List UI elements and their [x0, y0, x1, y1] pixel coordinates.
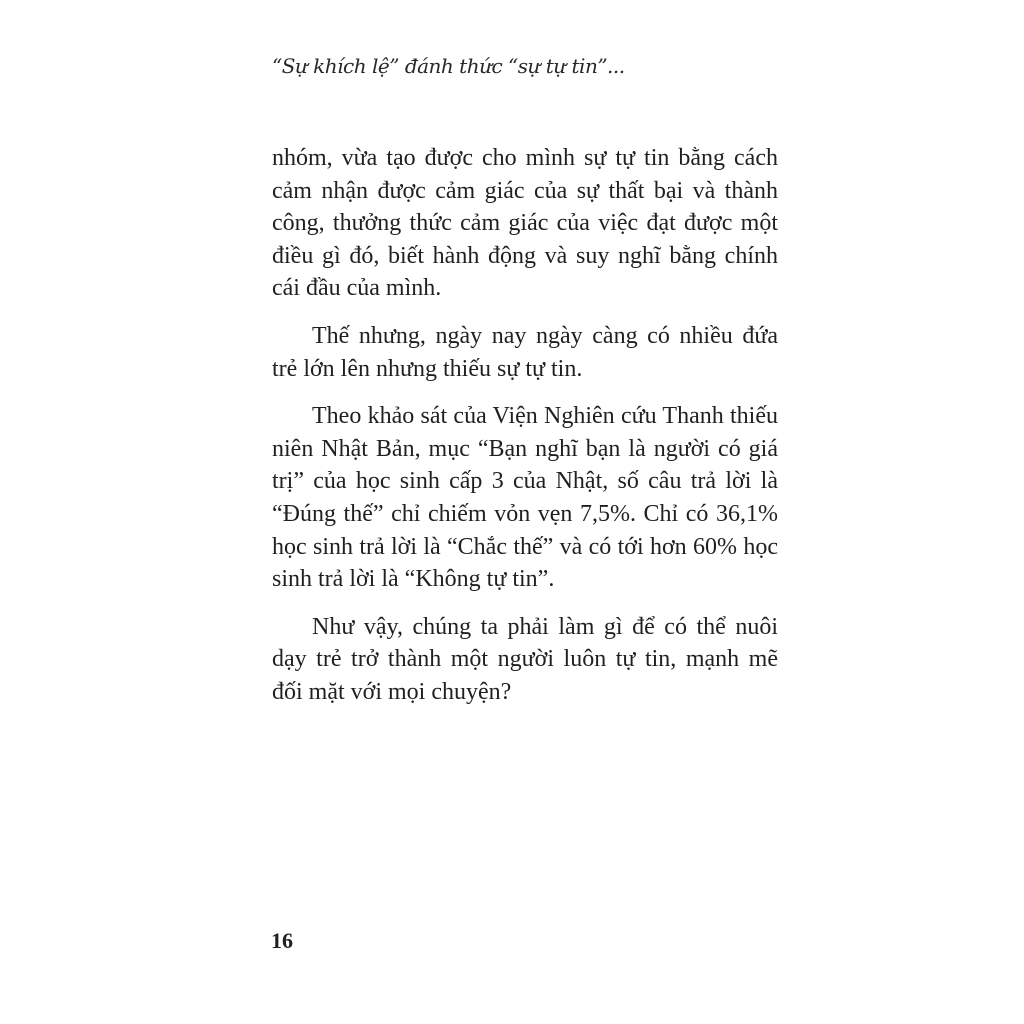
running-header-title: “Sự khích lệ” đánh thức “sự tự tin”...	[272, 54, 625, 78]
paragraph: Theo khảo sát của Viện Nghiên cứu Thanh thiếu niên Nhật Bản, mục “Bạn nghĩ bạn là người có giá trị” của học sinh cấp 3 của Nhật, số câu trả lời là “Đúng thế” chỉ chiếm vỏn vẹn 7,5%. Chỉ có 36,1% học sinh trả lời là “Chắc thế” và có tới hơn 60% học sinh trả lời là “Không tự tin”.	[272, 403, 778, 593]
paragraph: Thế nhưng, ngày nay ngày càng có nhiều đứa trẻ lớn lên nhưng thiếu sự tự tin.	[272, 322, 778, 382]
paragraph-continuation: nhóm, vừa tạo được cho mình sự tự tin bằng cách cảm nhận được cảm giác của sự thất bại và thành công, thưởng thức cảm giác của việc đạt được một điều gì đó, biết hành động và suy nghĩ bằng chính cái đầu của mình.	[272, 145, 778, 302]
page-number: 16	[271, 928, 293, 953]
paragraph: Như vậy, chúng ta phải làm gì để có thể nuôi dạy trẻ trở thành một người luôn tự tin, mạnh mẽ đối mặt với mọi chuyện?	[272, 613, 778, 705]
body-text	[272, 142, 778, 709]
